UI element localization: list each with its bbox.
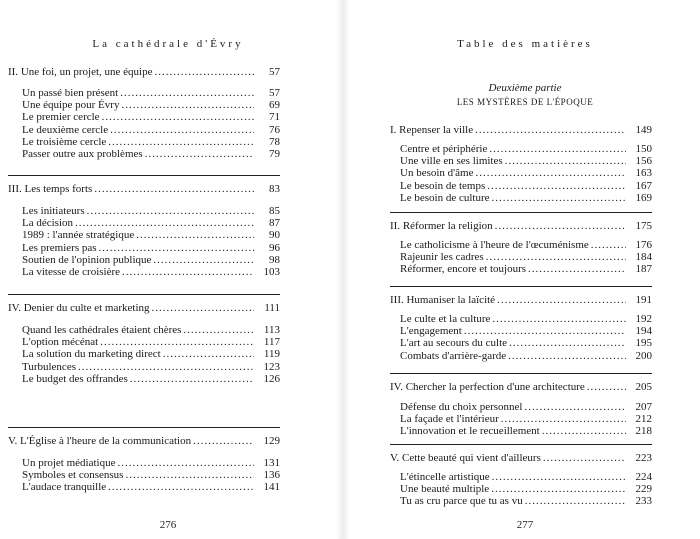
toc-entry [400,483,652,495]
toc-entry-page: 224 [635,471,652,483]
toc-entry [22,266,280,278]
toc-entry-page: 90 [269,229,280,242]
toc-entry [400,471,652,483]
toc-entry [22,242,280,254]
running-head-right: Table des matières [457,38,593,50]
toc-entry-page: 69 [269,99,280,112]
left-page [0,0,336,539]
toc-entry [400,337,652,349]
toc-section-title: IV. Chercher la perfection d'une architecture [390,381,585,393]
toc-entry-page: 212 [635,413,652,426]
toc-entry [22,373,280,385]
toc-entry-page: 195 [635,337,652,350]
toc-entry-page: 78 [269,135,280,148]
toc-entry-title: Un besoin d'âme [400,167,474,180]
toc-entry-title: Centre et périphérie [400,143,488,155]
toc-section-page: 149 [635,124,652,136]
toc-entry-page: 187 [635,263,652,276]
toc-entry-title: La décision [22,217,74,230]
dot-leader [136,229,254,241]
toc-entry-title: Le deuxième cercle [22,123,109,136]
toc-entry [22,336,280,348]
toc-entry-page: 119 [263,348,280,361]
dot-leader [543,452,626,464]
toc-entry-page: 207 [635,401,652,413]
toc-entry [22,457,280,469]
toc-entry-title: 1989 : l'année stratégique [22,229,135,242]
dot-leader [475,167,626,179]
dot-leader [99,242,254,254]
toc-entry-page: 233 [635,495,652,508]
toc-entry-page: 192 [635,313,652,325]
toc-entry-title: Le besoin de temps [400,179,486,192]
toc-entry-page: 123 [263,360,280,373]
toc-entry [400,239,652,251]
dot-leader [587,381,626,393]
toc-entry-title: Soutien de l'opinion publique [22,253,152,266]
toc-entry [400,401,652,413]
toc-entry [400,350,652,362]
section-divider [390,286,652,287]
toc-entry [22,99,280,111]
toc-entry [22,205,280,217]
toc-section-title: III. Humaniser la laïcité [390,294,496,306]
dot-leader [75,217,254,229]
toc-entry [400,192,652,204]
toc-entry [400,313,652,325]
dot-leader [497,294,626,306]
dot-leader [492,471,626,483]
toc-entry-title: L'innovation et le recueillement [400,425,540,438]
toc-entry-title: Le culte et la culture [400,313,491,325]
toc-section [8,302,280,314]
dot-leader [108,481,254,493]
toc-entry-title: L'étincelle artistique [400,471,490,483]
toc-entry [22,111,280,123]
toc-section [390,381,652,393]
dot-leader [102,111,254,123]
toc-entry-title: L'engagement [400,325,462,338]
part-title: LES MYSTÈRES DE L'ÉPOQUE [456,97,594,107]
dot-leader [125,469,254,481]
toc-entry-page: 85 [269,205,280,217]
toc-entry-title: Une beauté multiple [400,483,490,496]
toc-section-page: 175 [635,220,652,232]
dot-leader [525,401,627,413]
toc-section [390,220,652,232]
toc-entry [22,136,280,148]
toc-section-title: III. Les temps forts [8,183,93,195]
toc-entry [400,167,652,179]
toc-entry [22,254,280,266]
toc-entry-title: Rajeunir les cadres [400,251,484,264]
toc-entry-title: La vitesse de croisière [22,266,121,278]
toc-entry-title: L'option mécénat [22,336,99,349]
toc-entry-page: 76 [269,123,280,136]
dot-leader [122,266,254,278]
toc-entry [400,263,652,275]
dot-leader [542,425,626,437]
toc-entry [400,155,652,167]
toc-entry [22,229,280,241]
toc-entry-title: Défense du choix personnel [400,401,523,413]
toc-entry-title: Symboles et consensus [22,469,124,482]
toc-entry-page: 229 [635,483,652,496]
dot-leader [121,99,254,111]
toc-entry-title: Tu as cru parce que tu as vu [400,495,523,508]
toc-entry [22,361,280,373]
toc-entry-page: 131 [263,457,280,469]
toc-entry-title: Le premier cercle [22,111,100,124]
toc-section-page: 191 [635,294,652,306]
toc-entry-title: Le catholicisme à l'heure de l'œcuménisme [400,239,589,251]
dot-leader [487,180,626,192]
dot-leader [78,361,254,373]
page-number-right: 277 [516,519,534,531]
toc-entry-page: 163 [635,167,652,180]
toc-section-page: 129 [263,435,280,447]
book-gutter [336,0,350,539]
toc-entry-page: 87 [269,217,280,230]
toc-section-page: 83 [269,183,280,195]
toc-entry-page: 103 [263,266,280,278]
section-divider [8,294,280,295]
toc-entry-title: La solution du marketing direct [22,348,161,361]
dot-leader [120,87,254,99]
toc-entry-title: Combats d'arrière-garde [400,349,507,362]
toc-entry-page: 71 [269,111,280,124]
toc-entry [22,217,280,229]
dot-leader [591,239,626,251]
toc-entry-page: 126 [263,372,280,385]
toc-entry-page: 136 [263,469,280,482]
toc-entry [22,124,280,136]
dot-leader [505,155,626,167]
toc-section [390,452,652,464]
toc-entry-title: Quand les cathédrales étaient chères [22,324,182,336]
toc-section-title: V. L'Église à l'heure de la communication [8,435,192,447]
toc-entry-page: 141 [263,481,280,494]
toc-entry-title: Une équipe pour Évry [22,99,120,112]
dot-leader [163,348,254,360]
toc-section-page: 205 [635,381,652,393]
toc-section [390,124,652,136]
toc-entry-title: L'art au secours du culte [400,337,508,350]
dot-leader [508,350,626,362]
toc-section [390,294,652,306]
toc-entry-page: 218 [635,425,652,438]
dot-leader [145,148,254,160]
section-divider [8,175,280,176]
page-number-left: 276 [159,519,177,531]
toc-section-title: IV. Denier du culte et marketing [8,302,150,314]
dot-leader [525,495,626,507]
right-page [350,0,700,539]
dot-leader [509,337,626,349]
dot-leader [528,263,626,275]
dot-leader [87,205,254,217]
toc-entry [22,481,280,493]
toc-section-title: I. Repenser la ville [390,124,474,136]
dot-leader [193,435,254,447]
toc-entry-page: 117 [263,336,280,349]
part-label: Deuxième partie [488,82,562,94]
toc-entry [22,324,280,336]
toc-entry-title: Le besoin de culture [400,191,490,204]
toc-entry-title: Un projet médiatique [22,457,116,469]
toc-section-page: 57 [269,66,280,78]
dot-leader [130,373,254,385]
dot-leader [183,324,254,336]
dot-leader [489,143,626,155]
dot-leader [495,220,626,232]
toc-entry-page: 113 [263,324,280,336]
toc-entry-title: La façade et l'intérieur [400,413,499,426]
toc-entry [22,469,280,481]
toc-entry-page: 167 [635,179,652,192]
toc-entry-title: L'audace tranquille [22,481,107,494]
toc-entry [400,413,652,425]
running-head-left: La cathédrale d'Évry [92,38,244,50]
toc-section [8,183,280,195]
toc-entry-title: Une ville en ses limites [400,155,503,168]
toc-entry-page: 194 [635,325,652,338]
dot-leader [152,302,254,314]
toc-entry-title: Passer outre aux problèmes [22,148,143,160]
toc-entry-title: Réformer, encore et toujours [400,263,527,276]
toc-entry-page: 150 [635,143,652,155]
toc-entry-page: 200 [635,349,652,362]
toc-section-page: 111 [264,302,280,314]
toc-entry [22,348,280,360]
dot-leader [501,413,626,425]
dot-leader [475,124,626,136]
section-divider [390,212,652,213]
dot-leader [108,136,254,148]
section-divider [390,444,652,445]
toc-entry-title: Un passé bien présent [22,87,119,99]
toc-entry [400,251,652,263]
toc-entry-title: Le troisième cercle [22,135,107,148]
toc-entry-page: 79 [269,148,280,160]
toc-entry [22,148,280,160]
toc-entry [22,87,280,99]
toc-section-title: V. Cette beauté qui vient d'ailleurs [390,452,541,464]
dot-leader [100,336,254,348]
toc-section [8,66,280,78]
toc-entry [400,495,652,507]
toc-entry [400,425,652,437]
toc-entry-page: 176 [635,239,652,251]
dot-leader [110,124,254,136]
toc-entry-page: 169 [635,191,652,204]
dot-leader [491,483,626,495]
toc-entry-page: 156 [635,155,652,168]
dot-leader [464,325,626,337]
toc-entry-page: 96 [269,241,280,254]
toc-entry-title: Le budget des offrandes [22,372,128,385]
section-divider [8,427,280,428]
toc-section-page: 223 [635,452,652,464]
toc-entry-page: 57 [269,87,280,99]
toc-entry-page: 98 [269,253,280,266]
dot-leader [153,254,254,266]
toc-entry [400,325,652,337]
dot-leader [492,192,627,204]
toc-entry-title: Les premiers pas [22,241,97,254]
toc-entry [400,143,652,155]
dot-leader [117,457,254,469]
toc-section [8,435,280,447]
toc-section-title: II. Une foi, un projet, une équipe [8,66,153,78]
dot-leader [492,313,626,325]
section-divider [390,373,652,374]
dot-leader [154,66,254,78]
toc-entry-title: Turbulences [22,360,76,373]
toc-entry-page: 184 [635,251,652,264]
toc-entry-title: Les initiateurs [22,205,85,217]
toc-entry [400,180,652,192]
dot-leader [94,183,254,195]
dot-leader [486,251,626,263]
toc-section-title: II. Réformer la religion [390,220,493,232]
